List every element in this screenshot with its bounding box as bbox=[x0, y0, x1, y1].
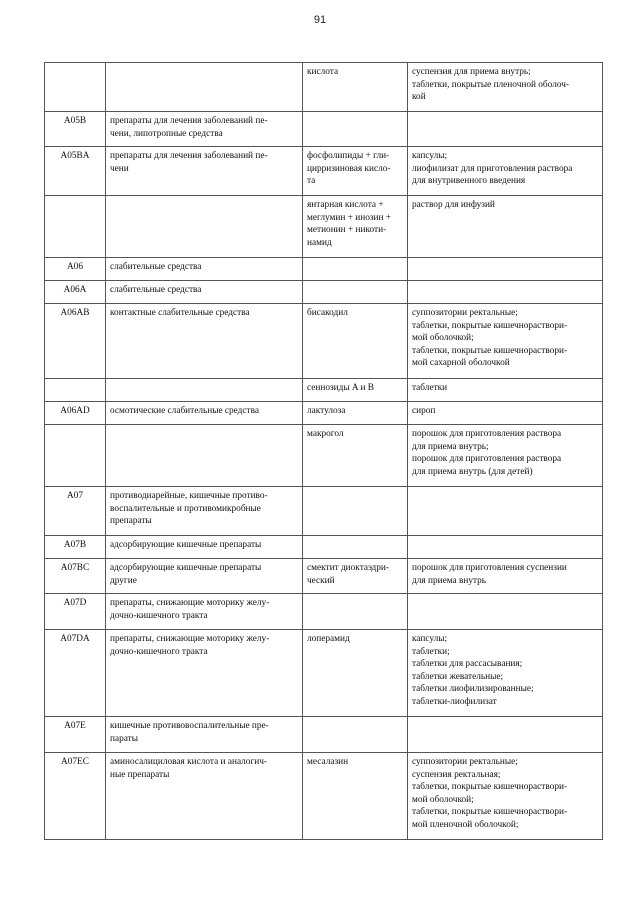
forms-line: порошок для приготовления суспензии bbox=[412, 563, 567, 573]
code-cell: A07B bbox=[45, 536, 106, 559]
forms-line: мой пленочной оболочкой; bbox=[412, 819, 519, 830]
forms-cell bbox=[408, 196, 603, 258]
table-row bbox=[45, 196, 603, 258]
table-row bbox=[45, 487, 603, 536]
table-row bbox=[45, 112, 603, 147]
forms-line: раствор для инфузий bbox=[412, 200, 495, 210]
forms-cell bbox=[408, 717, 603, 753]
forms-line: мой оболочкой; bbox=[412, 333, 474, 343]
code-cell: A07DA bbox=[45, 630, 106, 717]
group-cell bbox=[106, 536, 303, 559]
substance-cell bbox=[303, 63, 408, 112]
table-row bbox=[45, 717, 603, 753]
forms-cell bbox=[408, 536, 603, 559]
substance-line: смектит диоктаэдри- bbox=[307, 563, 389, 573]
forms-cell bbox=[408, 559, 603, 594]
substance-cell bbox=[303, 196, 408, 258]
group-line: препараты для лечения заболеваний пе- bbox=[110, 116, 268, 126]
table-row bbox=[45, 594, 603, 630]
table-row bbox=[45, 425, 603, 487]
forms-line: суспензия для приема внутрь; bbox=[412, 67, 531, 77]
substance-line: сеннозиды A и B bbox=[307, 383, 374, 393]
code-cell: A05BA bbox=[45, 147, 106, 196]
group-cell bbox=[106, 402, 303, 425]
group-line: дочно-кишечного тракта bbox=[110, 610, 208, 621]
group-line: слабительные средства bbox=[110, 262, 202, 272]
substance-cell bbox=[303, 304, 408, 379]
forms-line: для приема внутрь bbox=[412, 575, 487, 586]
forms-cell bbox=[408, 594, 603, 630]
substance-line: цирризиновая кисло- bbox=[307, 163, 391, 174]
code-cell: A06A bbox=[45, 281, 106, 304]
substance-line: меглумин + инозин + bbox=[307, 212, 392, 223]
code-cell: A07 bbox=[45, 487, 106, 536]
substance-line: фосфолипиды + гли- bbox=[307, 151, 390, 161]
group-line: препараты, снижающие моторику желу- bbox=[110, 634, 270, 644]
group-cell bbox=[106, 717, 303, 753]
group-line: воспалительные и противомикробные bbox=[110, 503, 261, 514]
substance-line: бисакодил bbox=[307, 308, 348, 318]
group-cell bbox=[106, 258, 303, 281]
forms-line: таблетки-лиофилизат bbox=[412, 696, 497, 707]
forms-cell bbox=[408, 379, 603, 402]
substance-line: лоперамид bbox=[307, 634, 350, 644]
table-row bbox=[45, 304, 603, 379]
forms-line: таблетки, покрытые кишечнораствори- bbox=[412, 782, 568, 792]
forms-line: сироп bbox=[412, 406, 436, 416]
substance-cell bbox=[303, 630, 408, 717]
page-number: 91 bbox=[313, 14, 327, 26]
group-cell bbox=[106, 753, 303, 840]
group-line: дочно-кишечного тракта bbox=[110, 646, 208, 657]
substance-cell bbox=[303, 379, 408, 402]
group-cell bbox=[106, 112, 303, 147]
substance-cell bbox=[303, 258, 408, 281]
substance-line: ческий bbox=[307, 575, 335, 586]
group-cell bbox=[106, 379, 303, 402]
substance-line: кислота bbox=[307, 67, 339, 77]
code-cell: A07BC bbox=[45, 559, 106, 594]
code-cell bbox=[45, 196, 106, 258]
table-row bbox=[45, 536, 603, 559]
table-row bbox=[45, 281, 603, 304]
forms-line: суппозитории ректальные; bbox=[412, 757, 518, 767]
forms-cell bbox=[408, 753, 603, 840]
substance-line: метионин + никоти- bbox=[307, 225, 387, 235]
forms-line: суспензия ректальная; bbox=[412, 769, 501, 780]
substance-cell bbox=[303, 112, 408, 147]
group-line: чени, липотропные средства bbox=[110, 128, 223, 139]
forms-cell bbox=[408, 304, 603, 379]
substance-cell bbox=[303, 753, 408, 840]
forms-line: кой bbox=[412, 92, 426, 102]
forms-cell bbox=[408, 63, 603, 112]
table-row bbox=[45, 258, 603, 281]
substance-cell bbox=[303, 402, 408, 425]
group-line: препараты для лечения заболеваний пе- bbox=[110, 151, 268, 161]
code-cell bbox=[45, 425, 106, 487]
forms-line: таблетки, покрытые кишечнораствори- bbox=[412, 320, 568, 331]
forms-cell bbox=[408, 402, 603, 425]
substance-cell bbox=[303, 487, 408, 536]
group-line: слабительные средства bbox=[110, 285, 202, 295]
group-cell bbox=[106, 559, 303, 594]
substance-cell bbox=[303, 559, 408, 594]
forms-cell bbox=[408, 487, 603, 536]
group-cell bbox=[106, 425, 303, 487]
code-cell: A06AB bbox=[45, 304, 106, 379]
forms-line: таблетки, покрытые кишечнораствори- bbox=[412, 345, 568, 356]
substance-cell bbox=[303, 536, 408, 559]
forms-cell bbox=[408, 147, 603, 196]
group-line: аминосалициловая кислота и аналогич- bbox=[110, 757, 268, 767]
substance-line: макрогол bbox=[307, 429, 344, 439]
forms-line: таблетки, покрытые пленочной оболоч- bbox=[412, 79, 570, 90]
substance-line: та bbox=[307, 176, 316, 186]
group-line: препараты, снижающие моторику желу- bbox=[110, 598, 270, 608]
drug-table-body bbox=[45, 63, 603, 840]
forms-line: таблетки для рассасывания; bbox=[412, 659, 523, 669]
forms-line: таблетки жевательные; bbox=[412, 671, 504, 682]
code-cell: A06 bbox=[45, 258, 106, 281]
table-row bbox=[45, 630, 603, 717]
group-line: ные препараты bbox=[110, 769, 170, 780]
forms-line: для приема внутрь (для детей) bbox=[412, 466, 533, 477]
code-cell bbox=[45, 63, 106, 112]
forms-line: лиофилизат для приготовления раствора bbox=[412, 163, 573, 174]
group-cell bbox=[106, 281, 303, 304]
forms-cell bbox=[408, 258, 603, 281]
substance-line: месалазин bbox=[307, 757, 349, 767]
table-row bbox=[45, 753, 603, 840]
group-line: чени bbox=[110, 163, 129, 174]
table-row bbox=[45, 402, 603, 425]
group-line: противодиарейные, кишечные противо- bbox=[110, 491, 268, 501]
group-line: другие bbox=[110, 575, 137, 586]
code-cell: A07D bbox=[45, 594, 106, 630]
forms-line: капсулы; bbox=[412, 634, 448, 644]
substance-line: лактулоза bbox=[307, 406, 346, 416]
forms-cell bbox=[408, 112, 603, 147]
code-cell: A07EC bbox=[45, 753, 106, 840]
substance-cell bbox=[303, 425, 408, 487]
code-cell bbox=[45, 379, 106, 402]
group-cell bbox=[106, 630, 303, 717]
substance-line: намид bbox=[307, 237, 332, 248]
forms-line: порошок для приготовления раствора bbox=[412, 429, 562, 439]
forms-line: таблетки, покрытые кишечнораствори- bbox=[412, 807, 568, 817]
forms-cell bbox=[408, 630, 603, 717]
forms-line: таблетки лиофилизированные; bbox=[412, 684, 534, 694]
table-row bbox=[45, 147, 603, 196]
forms-line: для внутривенного введения bbox=[412, 176, 526, 186]
table-row bbox=[45, 379, 603, 402]
table-row bbox=[45, 559, 603, 594]
code-cell: A05B bbox=[45, 112, 106, 147]
group-cell bbox=[106, 487, 303, 536]
group-cell bbox=[106, 594, 303, 630]
drug-table bbox=[44, 62, 603, 840]
forms-line: капсулы; bbox=[412, 151, 448, 161]
forms-line: мой сахарной оболочкой bbox=[412, 358, 510, 368]
group-cell bbox=[106, 304, 303, 379]
group-cell bbox=[106, 147, 303, 196]
group-line: осмотические слабительные средства bbox=[110, 406, 259, 416]
substance-cell bbox=[303, 594, 408, 630]
code-cell: A07E bbox=[45, 717, 106, 753]
forms-cell bbox=[408, 281, 603, 304]
group-line: параты bbox=[110, 733, 138, 744]
group-line: адсорбирующие кишечные препараты bbox=[110, 540, 262, 550]
substance-line: янтарная кислота + bbox=[307, 200, 384, 210]
forms-line: таблетки bbox=[412, 383, 448, 393]
group-line: препараты bbox=[110, 516, 152, 526]
forms-line: для приема внутрь; bbox=[412, 441, 489, 452]
group-line: кишечные противовоспалительные пре- bbox=[110, 721, 269, 731]
group-line: адсорбирующие кишечные препараты bbox=[110, 563, 262, 573]
substance-cell bbox=[303, 147, 408, 196]
forms-line: суппозитории ректальные; bbox=[412, 308, 518, 318]
forms-line: мой оболочкой; bbox=[412, 794, 474, 805]
group-line: контактные слабительные средства bbox=[110, 308, 250, 318]
forms-line: таблетки; bbox=[412, 646, 450, 657]
substance-cell bbox=[303, 717, 408, 753]
group-cell bbox=[106, 196, 303, 258]
substance-cell bbox=[303, 281, 408, 304]
group-cell bbox=[106, 63, 303, 112]
code-cell: A06AD bbox=[45, 402, 106, 425]
forms-line: порошок для приготовления раствора bbox=[412, 454, 562, 464]
table-row bbox=[45, 63, 603, 112]
forms-cell bbox=[408, 425, 603, 487]
